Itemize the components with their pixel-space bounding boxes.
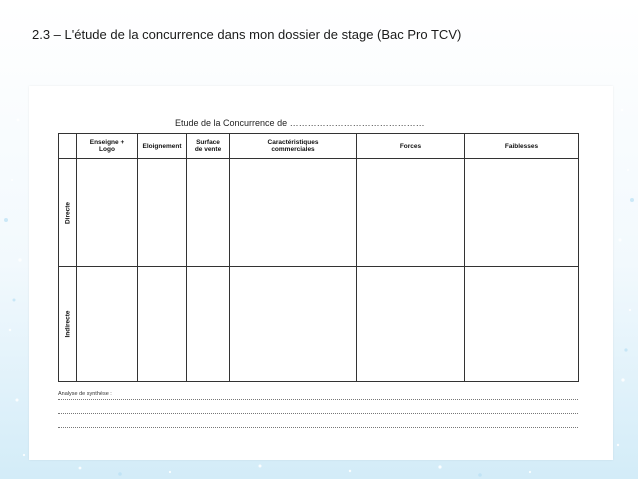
table-header-row — [59, 134, 579, 159]
competition-table — [58, 133, 579, 382]
table-cell — [230, 267, 357, 382]
header-surface: Surface de vente — [187, 134, 230, 159]
table-cell — [138, 267, 187, 382]
table-cell — [138, 159, 187, 267]
header-caracteristiques: Caractéristiques commerciales — [230, 134, 357, 159]
table-cell — [230, 159, 357, 267]
slide-title: 2.3 – L'étude de la concurrence dans mon dossier de stage (Bac Pro TCV) — [32, 27, 462, 42]
header-faiblesses: Faiblesses — [465, 134, 579, 159]
synthesis-line — [58, 386, 578, 400]
table-cell — [77, 267, 138, 382]
document-heading-text: Etude de la Concurrence de — [175, 118, 288, 128]
table-cell — [187, 159, 230, 267]
document-heading-blank: ……………………………………… — [289, 118, 425, 128]
header-enseigne: Enseigne + Logo — [77, 134, 138, 159]
synthesis-line — [58, 400, 578, 414]
table-cell — [357, 159, 465, 267]
table-cell — [77, 159, 138, 267]
synthesis-line — [58, 414, 578, 428]
document-heading — [175, 118, 425, 128]
table-cell — [465, 159, 579, 267]
table-cell — [465, 267, 579, 382]
row-label-indirecte: Indirecte — [59, 267, 77, 382]
document-sheet — [29, 86, 613, 460]
row-label-directe: Directe — [59, 159, 77, 267]
table-cell — [357, 267, 465, 382]
synthesis-section — [58, 386, 578, 428]
header-corner — [59, 134, 77, 159]
header-eloignement: Eloignement — [138, 134, 187, 159]
synthesis-label: Analyse de synthèse : — [58, 391, 112, 397]
table-cell — [187, 267, 230, 382]
header-forces: Forces — [357, 134, 465, 159]
table-row-directe — [59, 159, 579, 267]
table-row-indirecte — [59, 267, 579, 382]
